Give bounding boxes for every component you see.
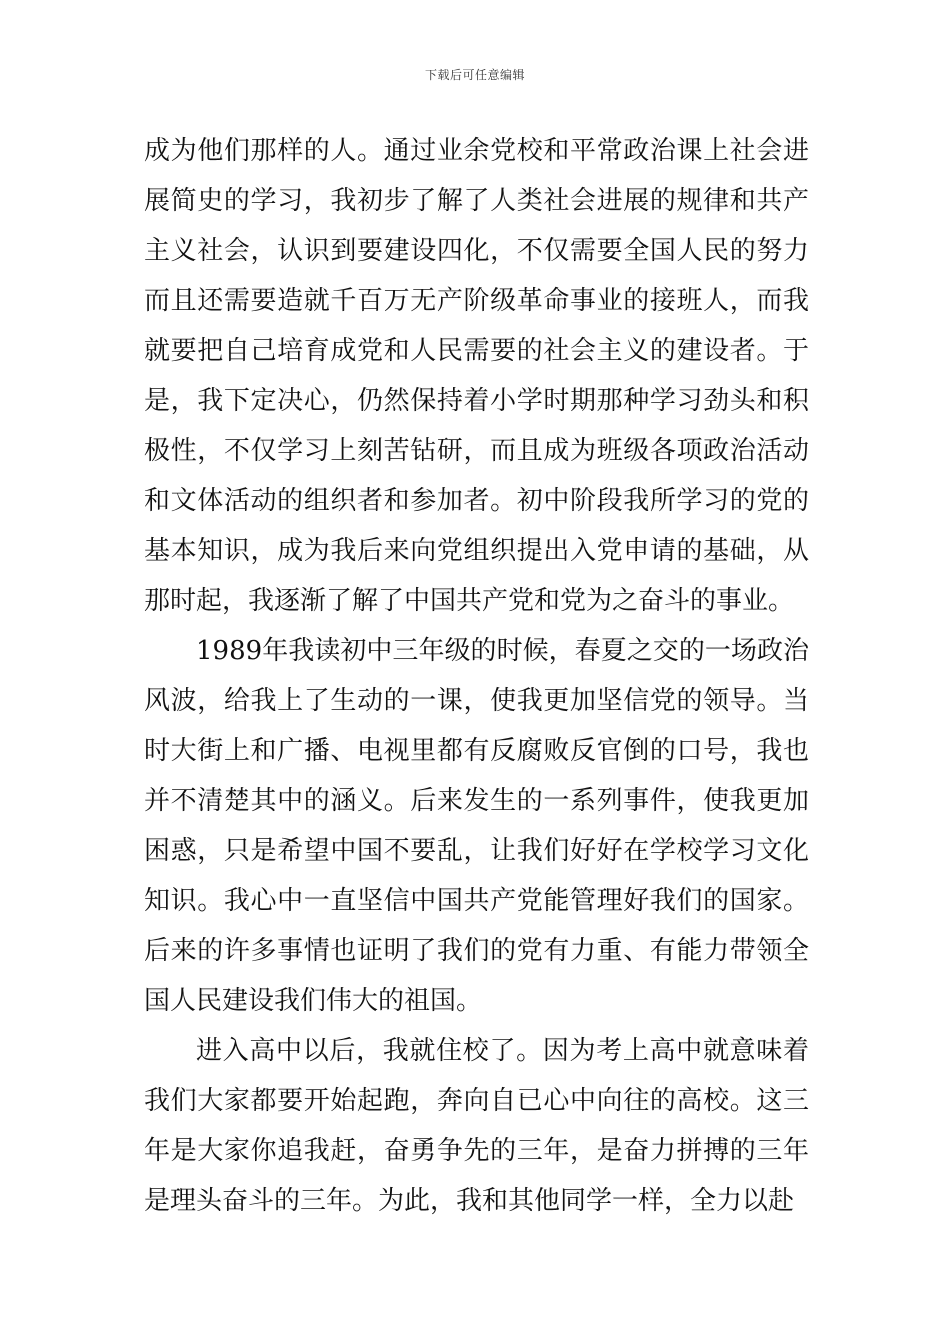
paragraph-high-school: 进入高中以后，我就住校了。因为考上高中就意味着我们大家都要开始起跑，奔向自已心中向往的高校。这三年是大家你追我赶，奋勇争先的三年，是奋力拼搏的三年是理头奋斗的三年。为此，我和其他同学一样，全力以赴: [144, 1036, 809, 1216]
page-header-note: 下载后可任意编辑: [424, 68, 525, 82]
paragraph-continuation: 成为他们那样的人。通过业余党校和平常政治课上社会进展简史的学习，我初步了解了人类社会进展的规律和共产主义社会，认识到要建设四化，不仅需要全国人民的努力而且还需要造就千百万无产阶级革命事业的接班人，而我就要把自己培育成党和人民需要的社会主义的建设者。于是，我下定决心，仍然保持着小学时期那种学习劲头和积极性，不仅学习上刻苦钻研，而且成为班级各项政治活动和文体活动的组织者和参加者。初中阶段我所学习的党的基本知识，成为我后来向党组织提出入党申请的基础，从那时起，我逐渐了解了中国共产党和党为之奋斗的事业。: [144, 136, 809, 616]
document-body: [144, 126, 809, 1226]
paragraph-1989: 1989年我读初中三年级的时候，春夏之交的一场政治风波，给我上了生动的一课，使我更加坚信党的领导。当时大街上和广播、电视里都有反腐败反官倒的口号，我也并不清楚其中的涵义。后来发生的一系列事件，使我更加困惑，只是希望中国不要乱，让我们好好在学校学习文化知识。我心中一直坚信中国共产党能管理好我们的国家。后来的许多事情也证明了我们的党有力重、有能力带领全国人民建设我们伟大的祖国。: [144, 636, 809, 1016]
